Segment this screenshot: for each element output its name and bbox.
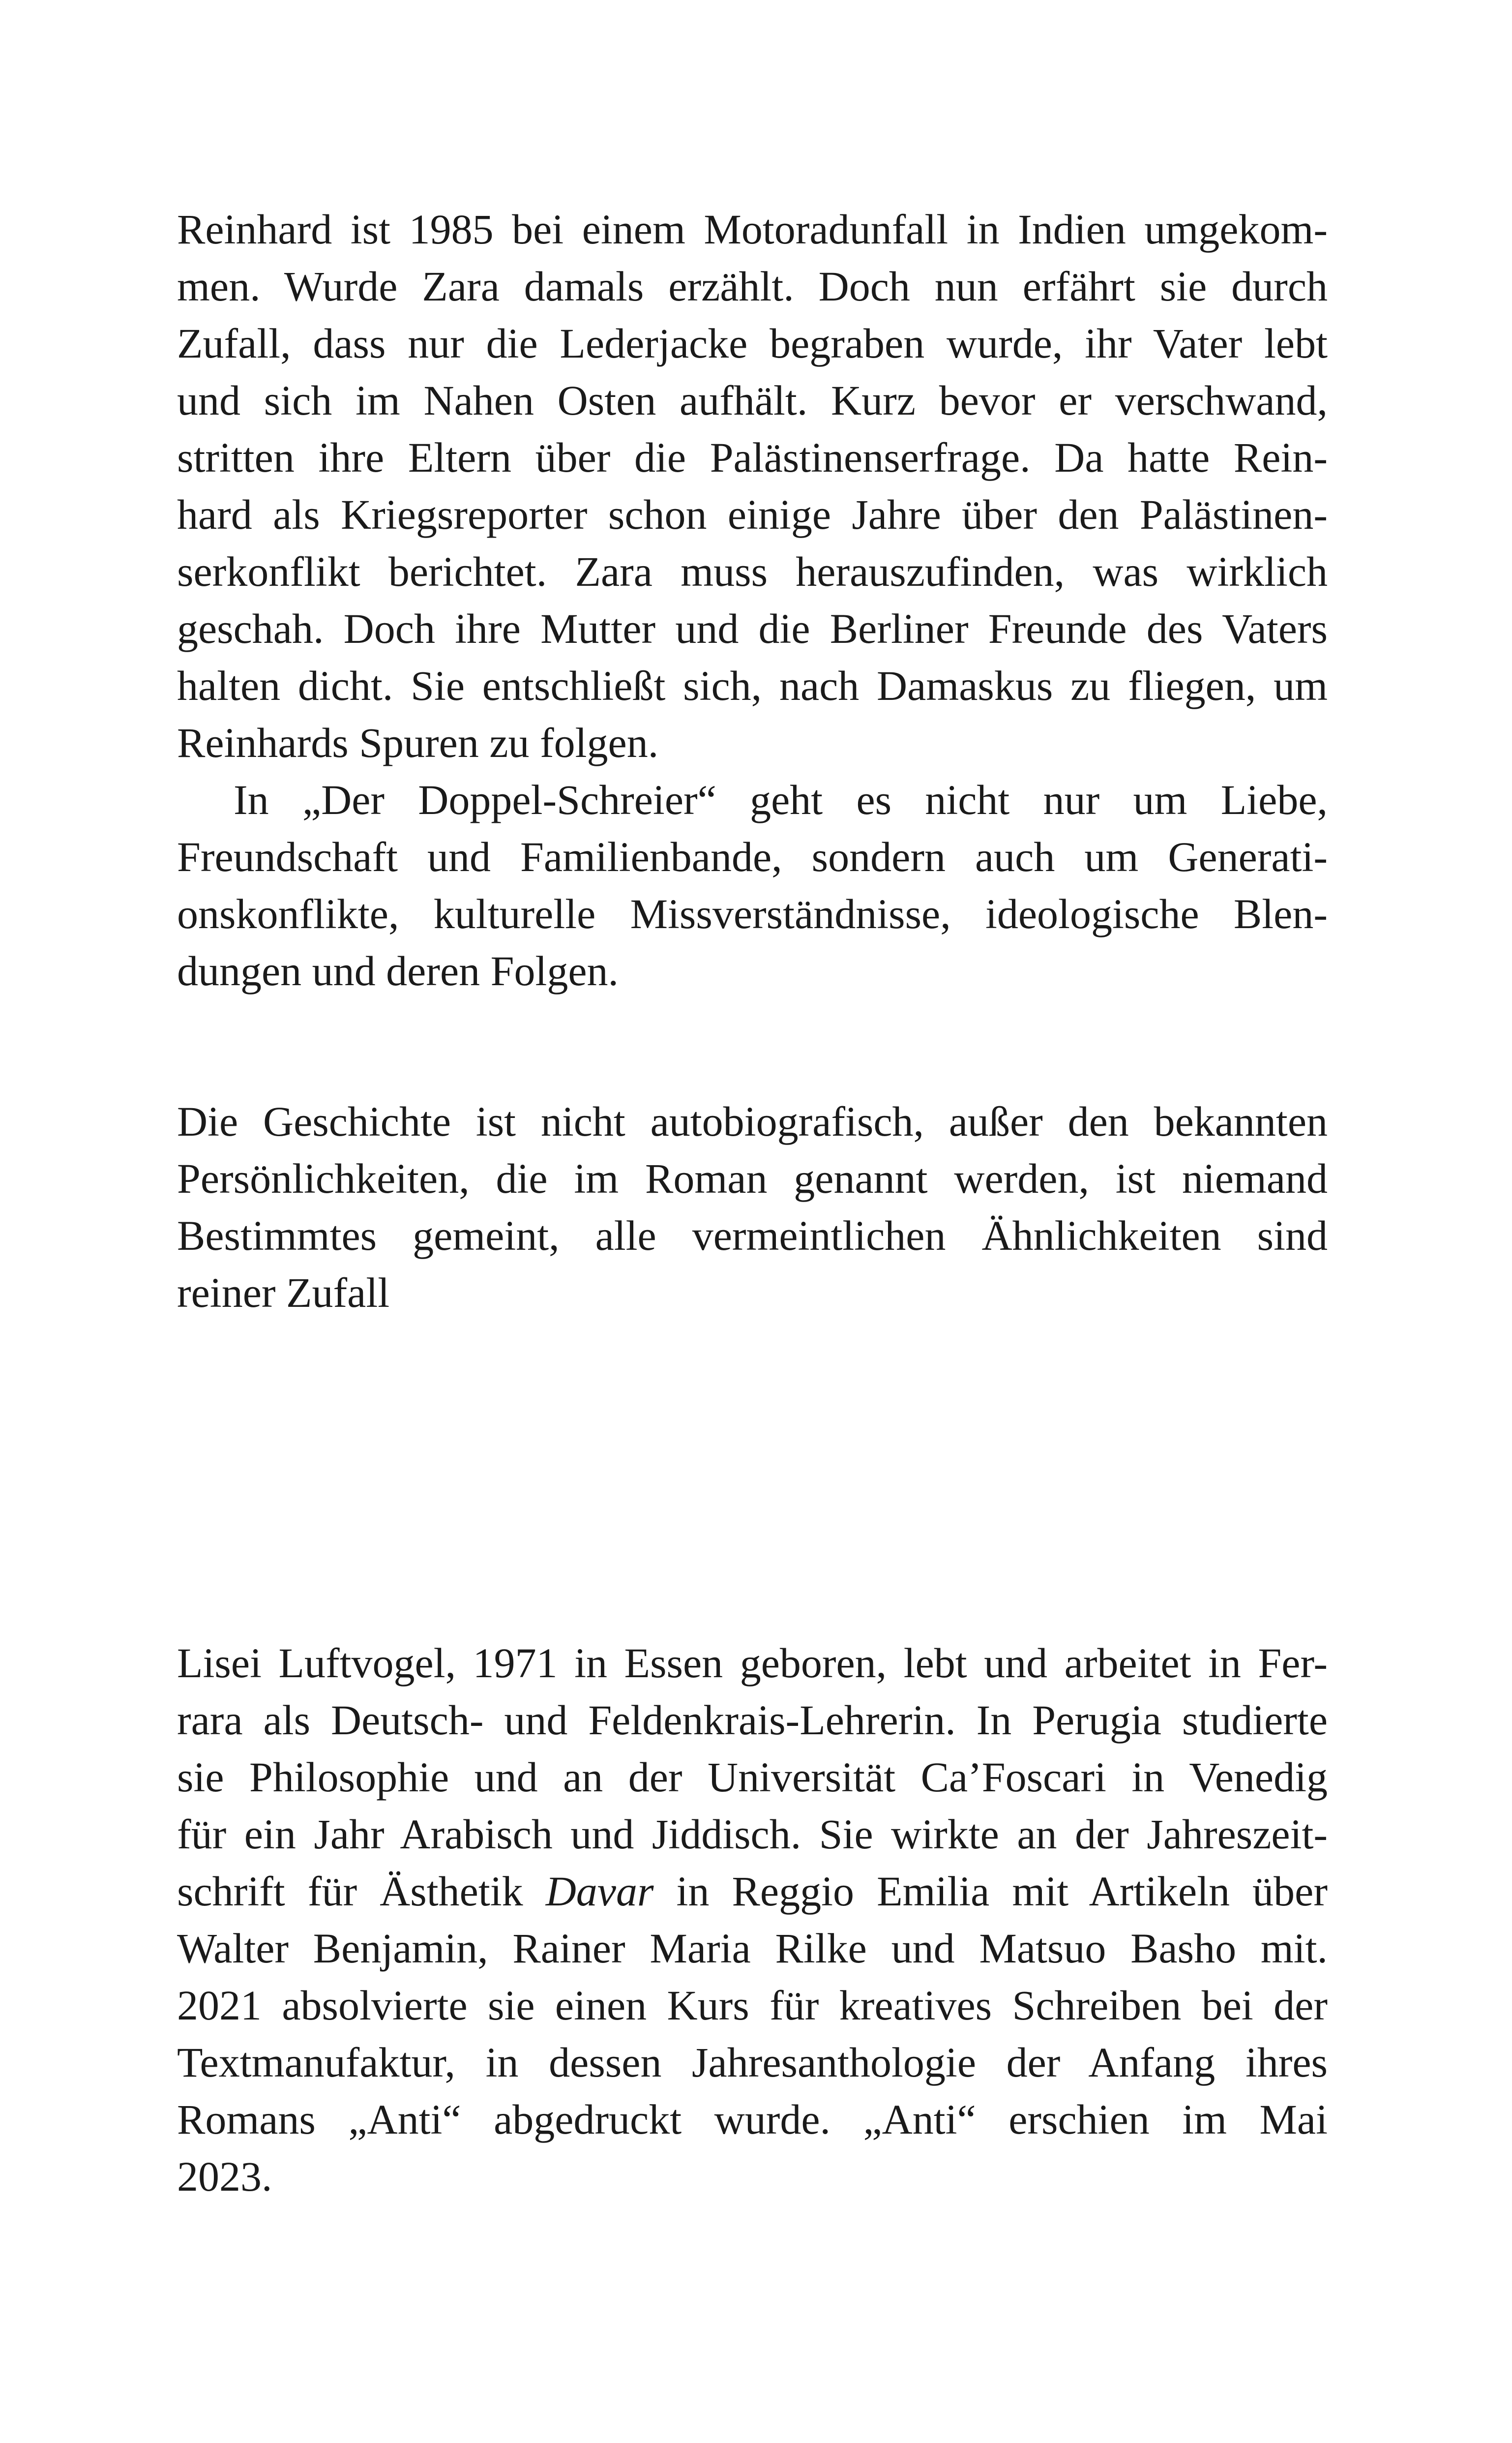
synopsis-line: stritten ihre Eltern über die Palästinenserfrage. Da hatte Rein- xyxy=(177,434,1328,481)
synopsis-line: Reinhards Spuren zu folgen. xyxy=(177,719,659,766)
synopsis-line: onskonflikte, kulturelle Missverständnisse, ideologische Blen- xyxy=(177,890,1328,937)
bio-line: Lisei Luftvogel, 1971 in Essen geboren, lebt und arbeitet in Fer- xyxy=(177,1639,1328,1687)
disclaimer-line: Die Geschichte ist nicht autobiografisch, außer den bekannten xyxy=(177,1098,1328,1145)
bio-line: 2023. xyxy=(177,2153,272,2200)
synopsis-line: und sich im Nahen Osten aufhält. Kurz bevor er verschwand, xyxy=(177,377,1328,424)
synopsis-line: geschah. Doch ihre Mutter und die Berliner Freunde des Vaters xyxy=(177,605,1328,652)
bio-line: Romans „Anti“ abgedruckt wurde. „Anti“ erschien im Mai xyxy=(177,2096,1328,2143)
bio-line: Walter Benjamin, Rainer Maria Rilke und Matsuo Basho mit. xyxy=(177,1925,1328,1972)
synopsis-line: Reinhard ist 1985 bei einem Motoradunfall in Indien umgekom- xyxy=(177,206,1328,253)
bio-line-prefix: schrift für Ästhetik xyxy=(177,1868,546,1915)
disclaimer-text xyxy=(177,1093,1328,1321)
bio-line-with-journal xyxy=(177,1863,1328,1920)
journal-title: Davar xyxy=(545,1868,654,1915)
synopsis-line: dungen und deren Folgen. xyxy=(177,947,619,995)
bio-line: sie Philosophie und an der Universität Ca’Foscari in Venedig xyxy=(177,1753,1328,1801)
disclaimer-line: Persönlichkeiten, die im Roman genannt werden, ist niemand xyxy=(177,1155,1328,1202)
synopsis-line: halten dicht. Sie entschließt sich, nach Damaskus zu fliegen, um xyxy=(177,662,1328,709)
synopsis-text xyxy=(177,201,1328,999)
synopsis-line: Freundschaft und Familienbande, sondern auch um Generati- xyxy=(177,833,1328,880)
bio-line: rara als Deutsch- und Feldenkrais-Lehrerin. In Perugia studierte xyxy=(177,1696,1328,1744)
synopsis-line: Zufall, dass nur die Lederjacke begraben wurde, ihr Vater lebt xyxy=(177,320,1328,367)
synopsis-line: In „Der Doppel-Schreier“ geht es nicht nur um Liebe, xyxy=(234,776,1328,823)
disclaimer-line: reiner Zufall xyxy=(177,1269,390,1316)
bio-line: für ein Jahr Arabisch und Jiddisch. Sie wirkte an der Jahreszeit- xyxy=(177,1810,1328,1858)
synopsis-line: serkonflikt berichtet. Zara muss herauszufinden, was wirklich xyxy=(177,548,1328,595)
bio-line: 2021 absolvierte sie einen Kurs für kreatives Schreiben bei der xyxy=(177,1982,1328,2029)
author-bio xyxy=(177,1634,1328,2205)
synopsis-line: men. Wurde Zara damals erzählt. Doch nun erfährt sie durch xyxy=(177,263,1328,310)
bio-line-suffix: in Reggio Emilia mit Artikeln über xyxy=(653,1868,1328,1915)
bio-line: Textmanufaktur, in dessen Jahresanthologie der Anfang ihres xyxy=(177,2039,1328,2086)
synopsis-line: hard als Kriegsreporter schon einige Jahre über den Palästinen- xyxy=(177,491,1328,538)
disclaimer-line: Bestimmtes gemeint, alle vermeintlichen Ähnlichkeiten sind xyxy=(177,1212,1328,1259)
